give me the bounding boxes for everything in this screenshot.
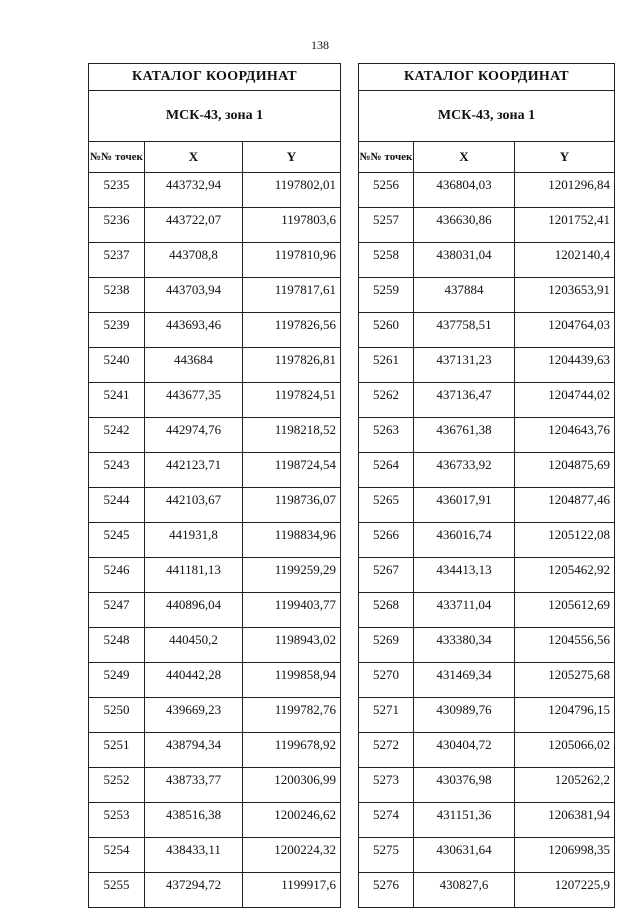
point-number-cell: 5262 [359,383,414,418]
table-row [359,838,615,873]
y-coordinate-cell: 1207225,9 [515,873,615,908]
table-row [359,208,615,243]
table-row [89,558,341,593]
point-number-cell: 5245 [89,523,145,558]
catalog-body [89,173,341,908]
x-coordinate-cell: 443732,94 [145,173,243,208]
table-row [89,243,341,278]
table-row [89,173,341,208]
x-coordinate-cell: 440896,04 [145,593,243,628]
table-row [89,348,341,383]
x-coordinate-cell: 442123,71 [145,453,243,488]
point-number-cell: 5238 [89,278,145,313]
table-row [359,628,615,663]
x-coordinate-cell: 437136,47 [414,383,515,418]
y-coordinate-cell: 1198218,52 [243,418,341,453]
point-number-cell: 5257 [359,208,414,243]
y-coordinate-cell: 1205262,2 [515,768,615,803]
y-coordinate-cell: 1204877,46 [515,488,615,523]
point-number-cell: 5258 [359,243,414,278]
point-number-cell: 5242 [89,418,145,453]
column-header-y: Y [515,142,615,173]
x-coordinate-cell: 437758,51 [414,313,515,348]
x-coordinate-cell: 436016,74 [414,523,515,558]
catalog-title: КАТАЛОГ КООРДИНАТ [359,64,615,91]
column-header-point-number: №№ точек [89,142,145,173]
point-number-cell: 5250 [89,698,145,733]
table-row [359,348,615,383]
y-coordinate-cell: 1198724,54 [243,453,341,488]
table-row [359,558,615,593]
x-coordinate-cell: 441931,8 [145,523,243,558]
y-coordinate-cell: 1204796,15 [515,698,615,733]
column-header-point-number: №№ точек [359,142,414,173]
table-row [89,313,341,348]
point-number-cell: 5272 [359,733,414,768]
y-coordinate-cell: 1204556,56 [515,628,615,663]
y-coordinate-cell: 1204643,76 [515,418,615,453]
y-coordinate-cell: 1205066,02 [515,733,615,768]
y-coordinate-cell: 1204875,69 [515,453,615,488]
point-number-cell: 5253 [89,803,145,838]
table-row [359,243,615,278]
y-coordinate-cell: 1204744,02 [515,383,615,418]
catalog-body [359,173,615,908]
y-coordinate-cell: 1199782,76 [243,698,341,733]
point-number-cell: 5255 [89,873,145,908]
y-coordinate-cell: 1198943,02 [243,628,341,663]
table-row [89,453,341,488]
table-row [89,278,341,313]
table-row [359,278,615,313]
y-coordinate-cell: 1199858,94 [243,663,341,698]
point-number-cell: 5264 [359,453,414,488]
catalog-subtitle: МСК-43, зона 1 [359,91,615,142]
catalog-title: КАТАЛОГ КООРДИНАТ [89,64,341,91]
y-coordinate-cell: 1198736,07 [243,488,341,523]
x-coordinate-cell: 443684 [145,348,243,383]
table-row [359,803,615,838]
point-number-cell: 5261 [359,348,414,383]
y-coordinate-cell: 1203653,91 [515,278,615,313]
y-coordinate-cell: 1197826,56 [243,313,341,348]
point-number-cell: 5251 [89,733,145,768]
point-number-cell: 5241 [89,383,145,418]
table-row [89,698,341,733]
point-number-cell: 5276 [359,873,414,908]
point-number-cell: 5260 [359,313,414,348]
x-coordinate-cell: 436804,03 [414,173,515,208]
point-number-cell: 5266 [359,523,414,558]
table-row [359,488,615,523]
point-number-cell: 5244 [89,488,145,523]
table-row [359,873,615,908]
y-coordinate-cell: 1199259,29 [243,558,341,593]
x-coordinate-cell: 431469,34 [414,663,515,698]
y-coordinate-cell: 1199403,77 [243,593,341,628]
x-coordinate-cell: 433711,04 [414,593,515,628]
table-row [89,768,341,803]
x-coordinate-cell: 438031,04 [414,243,515,278]
y-coordinate-cell: 1205612,69 [515,593,615,628]
catalog-subtitle: МСК-43, зона 1 [89,91,341,142]
point-number-cell: 5273 [359,768,414,803]
table-row [89,418,341,453]
y-coordinate-cell: 1201752,41 [515,208,615,243]
y-coordinate-cell: 1197826,81 [243,348,341,383]
x-coordinate-cell: 443693,46 [145,313,243,348]
x-coordinate-cell: 430376,98 [414,768,515,803]
x-coordinate-cell: 440450,2 [145,628,243,663]
y-coordinate-cell: 1202140,4 [515,243,615,278]
point-number-cell: 5248 [89,628,145,663]
table-row [359,383,615,418]
x-coordinate-cell: 434413,13 [414,558,515,593]
x-coordinate-cell: 433380,34 [414,628,515,663]
point-number-cell: 5256 [359,173,414,208]
point-number-cell: 5265 [359,488,414,523]
point-number-cell: 5254 [89,838,145,873]
point-number-cell: 5274 [359,803,414,838]
table-row [89,873,341,908]
y-coordinate-cell: 1201296,84 [515,173,615,208]
y-coordinate-cell: 1198834,96 [243,523,341,558]
table-row [89,663,341,698]
y-coordinate-cell: 1205462,92 [515,558,615,593]
y-coordinate-cell: 1204764,03 [515,313,615,348]
column-header-x: X [414,142,515,173]
x-coordinate-cell: 436630,86 [414,208,515,243]
table-row [359,733,615,768]
coordinate-catalog-left [88,63,341,908]
y-coordinate-cell: 1197803,6 [243,208,341,243]
x-coordinate-cell: 443708,8 [145,243,243,278]
y-coordinate-cell: 1205275,68 [515,663,615,698]
x-coordinate-cell: 441181,13 [145,558,243,593]
table-row [89,383,341,418]
point-number-cell: 5240 [89,348,145,383]
x-coordinate-cell: 431151,36 [414,803,515,838]
point-number-cell: 5247 [89,593,145,628]
coordinate-catalog-right [358,63,615,908]
y-coordinate-cell: 1200306,99 [243,768,341,803]
x-coordinate-cell: 430989,76 [414,698,515,733]
table-row [89,523,341,558]
table-row [89,803,341,838]
column-header-x: X [145,142,243,173]
point-number-cell: 5259 [359,278,414,313]
point-number-cell: 5243 [89,453,145,488]
point-number-cell: 5275 [359,838,414,873]
x-coordinate-cell: 436761,38 [414,418,515,453]
y-coordinate-cell: 1200224,32 [243,838,341,873]
x-coordinate-cell: 430631,64 [414,838,515,873]
x-coordinate-cell: 438733,77 [145,768,243,803]
y-coordinate-cell: 1197810,96 [243,243,341,278]
y-coordinate-cell: 1197817,61 [243,278,341,313]
x-coordinate-cell: 430404,72 [414,733,515,768]
table-row [89,593,341,628]
point-number-cell: 5268 [359,593,414,628]
page-number: 138 [311,38,329,52]
x-coordinate-cell: 442974,76 [145,418,243,453]
point-number-cell: 5235 [89,173,145,208]
point-number-cell: 5249 [89,663,145,698]
x-coordinate-cell: 443722,07 [145,208,243,243]
point-number-cell: 5237 [89,243,145,278]
x-coordinate-cell: 443703,94 [145,278,243,313]
table-row [89,488,341,523]
x-coordinate-cell: 436733,92 [414,453,515,488]
x-coordinate-cell: 438794,34 [145,733,243,768]
point-number-cell: 5270 [359,663,414,698]
column-header-y: Y [243,142,341,173]
y-coordinate-cell: 1199678,92 [243,733,341,768]
point-number-cell: 5246 [89,558,145,593]
x-coordinate-cell: 440442,28 [145,663,243,698]
x-coordinate-cell: 430827,6 [414,873,515,908]
x-coordinate-cell: 439669,23 [145,698,243,733]
x-coordinate-cell: 437131,23 [414,348,515,383]
table-row [359,768,615,803]
y-coordinate-cell: 1197802,01 [243,173,341,208]
x-coordinate-cell: 442103,67 [145,488,243,523]
x-coordinate-cell: 438516,38 [145,803,243,838]
y-coordinate-cell: 1197824,51 [243,383,341,418]
point-number-cell: 5252 [89,768,145,803]
table-row [89,628,341,663]
table-row [359,593,615,628]
point-number-cell: 5263 [359,418,414,453]
x-coordinate-cell: 437294,72 [145,873,243,908]
table-row [359,313,615,348]
point-number-cell: 5239 [89,313,145,348]
y-coordinate-cell: 1199917,6 [243,873,341,908]
point-number-cell: 5269 [359,628,414,663]
y-coordinate-cell: 1206381,94 [515,803,615,838]
y-coordinate-cell: 1204439,63 [515,348,615,383]
point-number-cell: 5271 [359,698,414,733]
table-row [359,418,615,453]
table-row [359,663,615,698]
x-coordinate-cell: 436017,91 [414,488,515,523]
table-row [359,698,615,733]
point-number-cell: 5267 [359,558,414,593]
x-coordinate-cell: 437884 [414,278,515,313]
y-coordinate-cell: 1200246,62 [243,803,341,838]
table-row [359,453,615,488]
point-number-cell: 5236 [89,208,145,243]
table-row [359,523,615,558]
x-coordinate-cell: 443677,35 [145,383,243,418]
table-row [89,838,341,873]
x-coordinate-cell: 438433,11 [145,838,243,873]
table-row [89,733,341,768]
y-coordinate-cell: 1206998,35 [515,838,615,873]
table-row [359,173,615,208]
table-row [89,208,341,243]
y-coordinate-cell: 1205122,08 [515,523,615,558]
